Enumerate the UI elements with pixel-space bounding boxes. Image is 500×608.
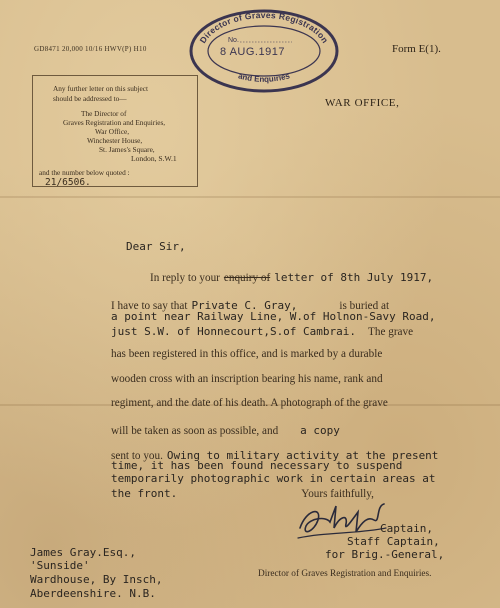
stamp-date: 8 AUG.1917 — [220, 46, 285, 58]
letter-line: time, it has been found necessary to suspend — [111, 459, 403, 472]
letter-line: In reply to your enquiry of letter of 8th July 1917, — [150, 271, 434, 284]
recipient-line: James Gray.Esq., — [30, 546, 136, 559]
box-instruction-line: Any further letter on this subject — [53, 84, 149, 93]
signature-title: Captain, — [380, 522, 433, 535]
stamp-top-text: Director of Graves Registration — [197, 9, 331, 46]
box-address-line: London, S.W.1 — [131, 154, 177, 163]
box-address-line: The Director of — [81, 109, 127, 118]
letter-line: regiment, and the date of his death. A photograph of the grave — [111, 397, 388, 409]
svg-text:and Enquiries — [237, 71, 291, 84]
svg-text:Director of Graves Registratio — [198, 10, 331, 45]
paper-fold — [0, 196, 500, 198]
recipient-line: 'Sunside' — [30, 559, 90, 572]
reference-number: 21/6506. — [45, 177, 91, 188]
letter-line: I have to say that Private C. Gray, is buried at — [111, 299, 390, 312]
print-code-line: GD8471 20,000 10/16 HWV(P) H10 — [34, 45, 147, 53]
salutation: Dear Sir, — [126, 240, 186, 253]
letter-line: a point near Railway Line, W.of Holnon-Savy Road, — [111, 310, 436, 323]
box-address-line: St. James's Square, — [99, 145, 155, 154]
letter-line: will be taken as soon as possible, and a copy — [111, 424, 340, 437]
box-instruction-line: should be addressed to— — [53, 94, 127, 103]
letter-line: sent to you. Owing to military activity at the present — [111, 449, 439, 462]
signature-title: Staff Captain, — [347, 535, 440, 548]
signature-title: Director of Graves Registration and Enquiries. — [258, 569, 432, 579]
recipient-line: Wardhouse, By Insch, — [30, 573, 163, 586]
recipient-line: Aberdeenshire. N.B. — [30, 587, 156, 600]
signature-title: for Brig.-General, — [325, 548, 445, 561]
box-footer-line: and the number below quoted : — [39, 168, 130, 177]
stamp-bottom-text: and Enquiries — [237, 71, 291, 84]
letter-line: has been registered in this office, and is marked by a durable — [111, 348, 383, 360]
box-address-line: Winchester House, — [87, 136, 143, 145]
letter-line: just S.W. of Honnecourt,S.of Cambrai. The grave — [111, 325, 414, 338]
stamp-no-label: No. — [228, 37, 239, 44]
reply-address-box — [32, 75, 198, 187]
letter-line: the front. Yours faithfully, — [111, 487, 374, 500]
box-address-line: Graves Registration and Enquiries, — [63, 118, 166, 127]
form-reference: Form E(1). — [392, 43, 441, 55]
letter-line: temporarily photographic work in certain areas at — [111, 472, 436, 485]
box-address-line: War Office, — [95, 127, 130, 136]
office-title: WAR OFFICE, — [325, 97, 400, 109]
letter-line: wooden cross with an inscription bearing his name, rank and — [111, 373, 383, 385]
